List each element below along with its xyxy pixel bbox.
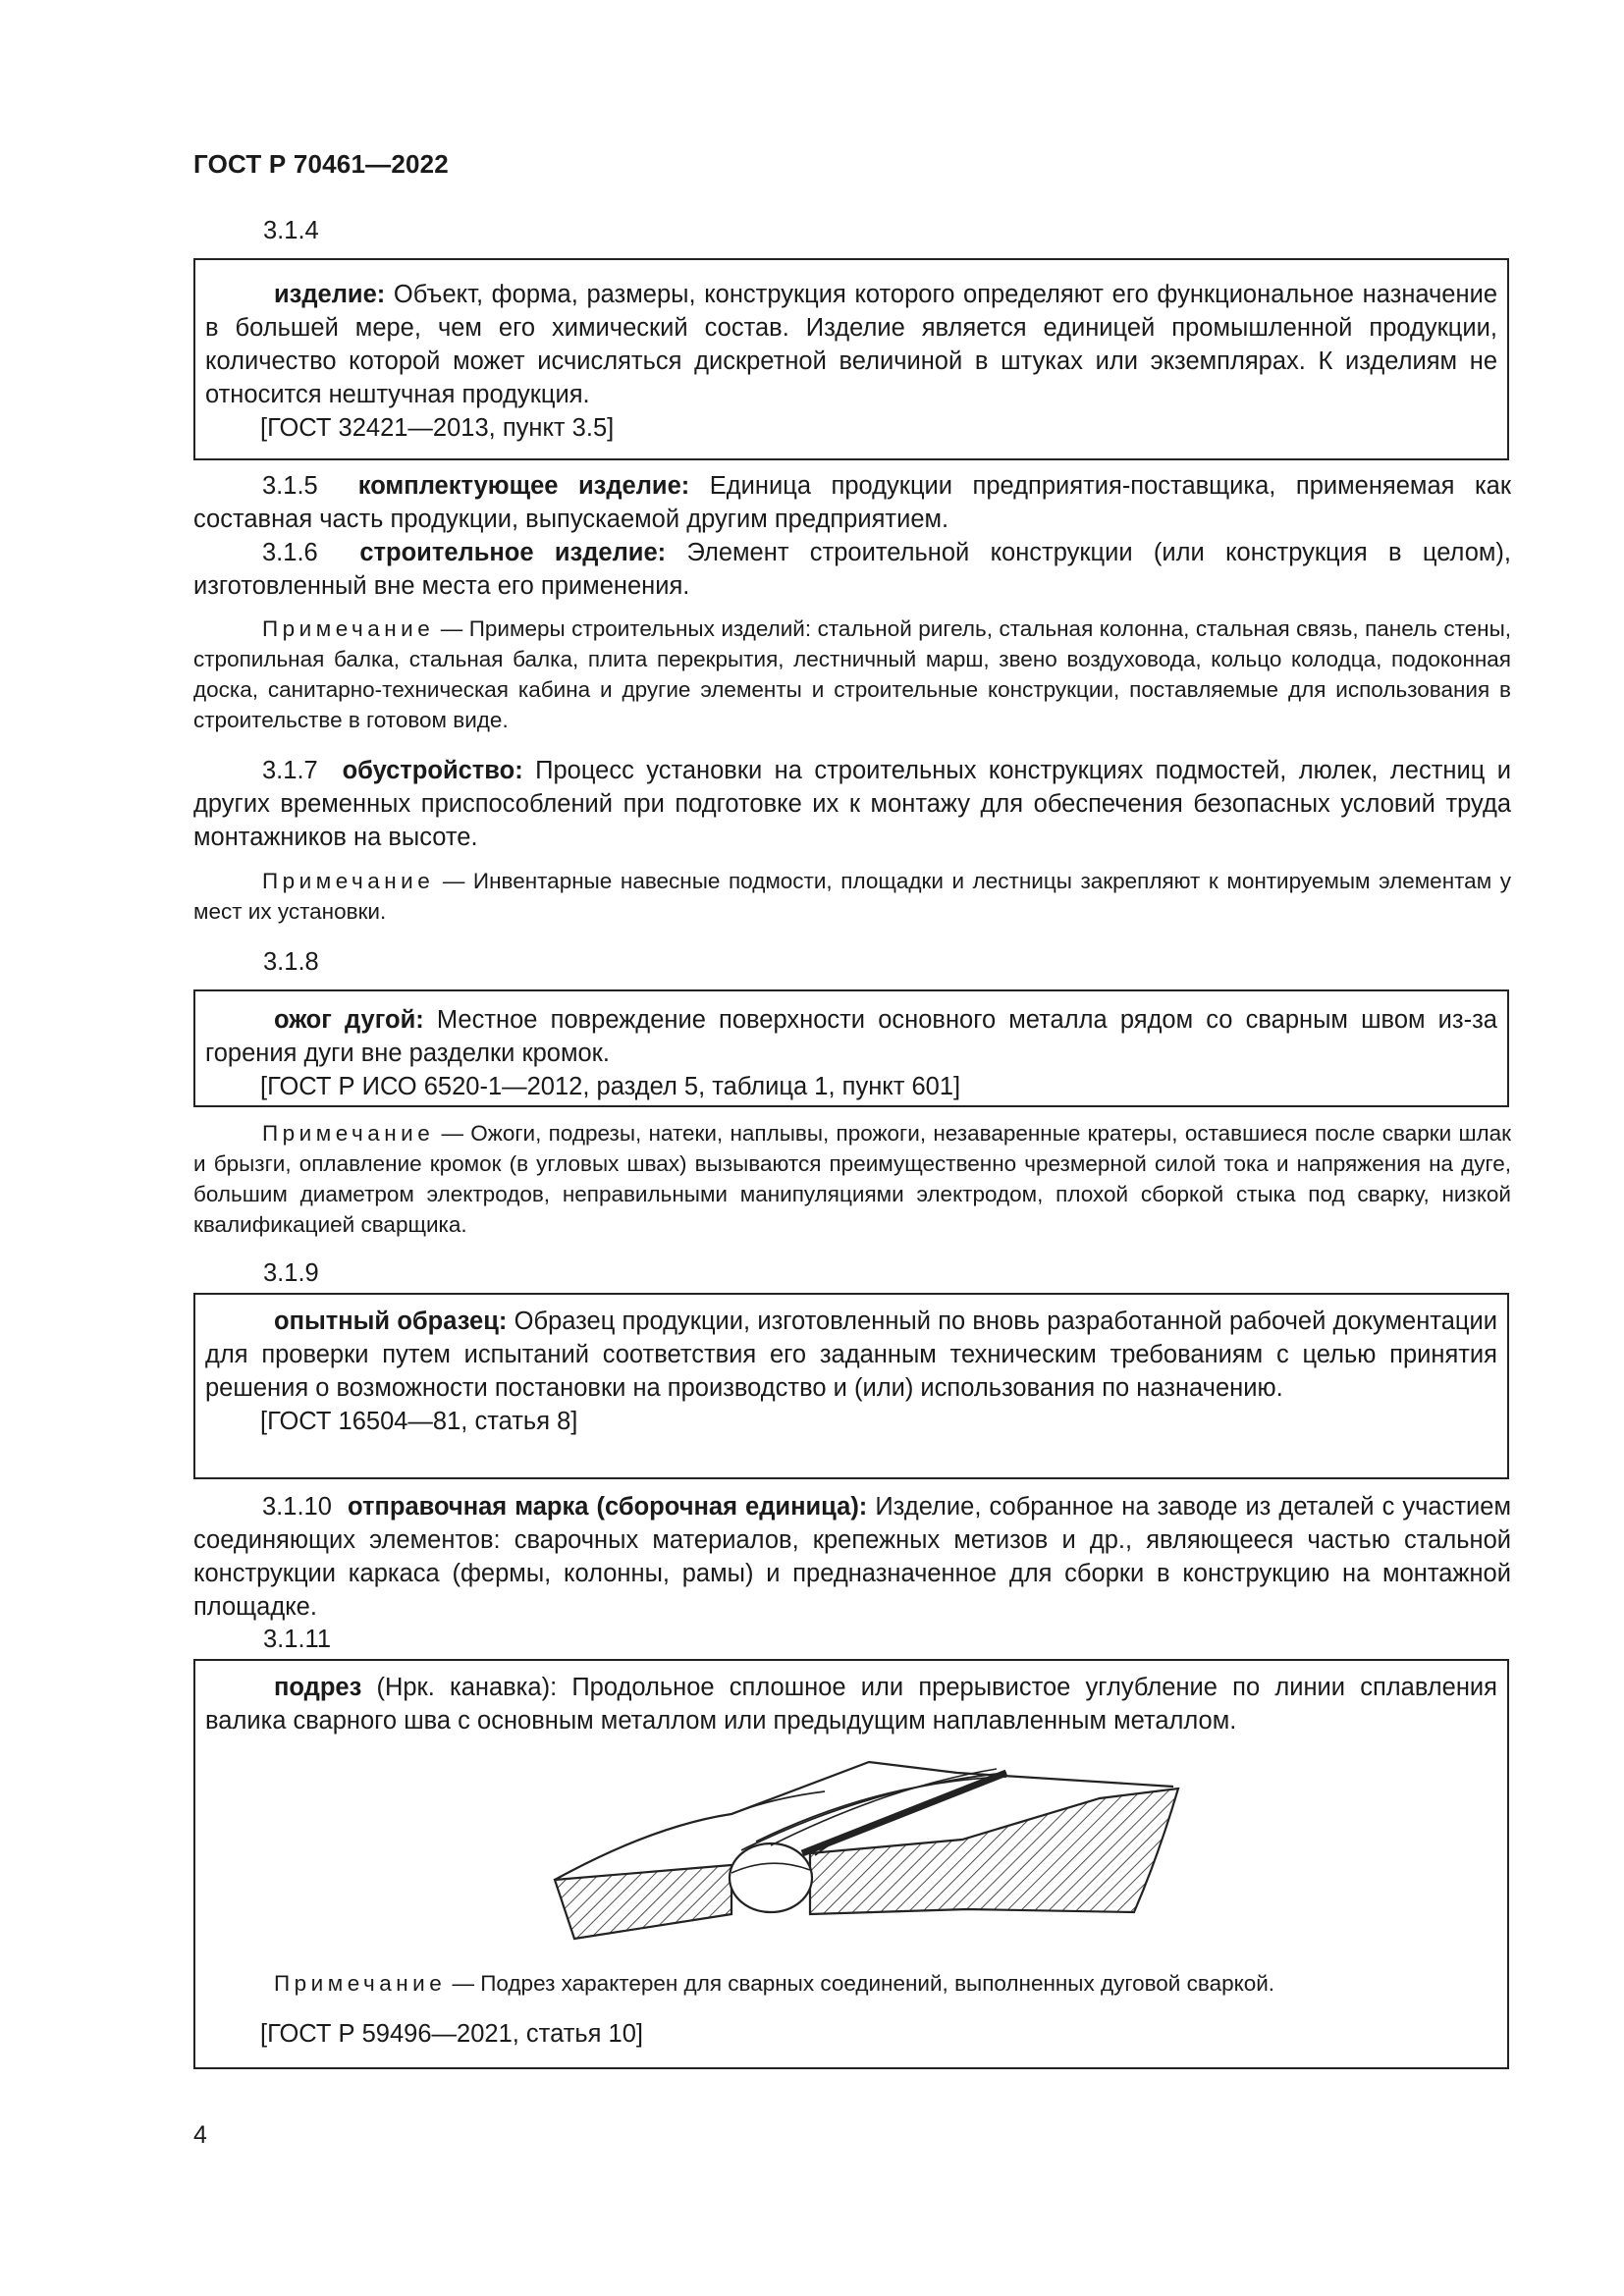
term-name: строительное изделие:	[359, 539, 667, 566]
term-definition: опытный образец: Образец продукции, изготовленный по вновь разработанной рабочей документации для проверки путем испытаний соответствия его заданным техническим требованиям с целью принятия решения о возможности постановки на производство и (или) использования по назначению.	[205, 1308, 1497, 1402]
term-name: подрез	[274, 1674, 362, 1701]
term-name: ожог дугой:	[274, 1006, 424, 1034]
note-3-1-8: Примечание — Ожоги, подрезы, натеки, наплывы, прожоги, незаваренные кратеры, оставшиеся после сварки шлак и брызги, оплавление кромок (в угловых швах) вызываются преимущественно чрезмерной силой тока и напряжения на дуге, большим диаметром электродов, неправильными манипуляциями электродом, плохой сборкой стыка под сварку, низкой квалификацией сварщика.	[193, 1121, 1511, 1237]
term-definition: ожог дугой: Местное повреждение поверхности основного металла рядом со сварным швом из-за горения дуги вне разделки кромок.	[205, 1006, 1497, 1067]
clause-number: 3.1.8	[263, 948, 319, 976]
term-source: [ГОСТ 16504—81, статья 8]	[260, 1408, 578, 1435]
term-source: [ГОСТ Р ИСО 6520-1—2012, раздел 5, таблица 1, пункт 601]	[260, 1073, 961, 1100]
note-label: Примечание	[262, 616, 435, 641]
term-3-1-10: 3.1.10 отправочная марка (сборочная единица): Изделие, собранное на заводе из деталей с участием соединяющих элементов: сварочных материалов, крепежных метизов и др., являющееся частью стальной конструкции каркаса (фермы, колонны, рамы) и предназначенное для сборки в конструкцию на монтажной площадке.	[193, 1493, 1511, 1621]
page-header: ГОСТ Р 70461—2022	[193, 149, 449, 179]
term-definition: изделие: Объект, форма, размеры, конструкция которого определяют его функциональное назначение в большей мере, чем его химический состав. Изделие является единицей промышленной продукции, количество которой может исчисляться дискретной величиной в штуках или экземплярах. К изделиям не относится нештучная продукция.	[205, 281, 1497, 408]
note-3-1-11: Примечание — Подрез характерен для сварных соединений, выполненных дуговой сваркой.	[274, 1971, 1275, 1996]
page-number: 4	[193, 2121, 207, 2149]
note-label: Примечание	[274, 1971, 447, 1996]
term-box-3-1-9	[193, 1293, 1509, 1479]
term-source: [ГОСТ 32421—2013, пункт 3.5]	[260, 414, 615, 442]
term-box-3-1-4	[193, 258, 1509, 460]
note-3-1-7: Примечание — Инвентарные навесные подмости, площадки и лестницы закрепляют к монтируемым элементам у мест их установки.	[193, 869, 1511, 924]
clause-number: 3.1.9	[263, 1259, 319, 1287]
note-3-1-6: Примечание — Примеры строительных изделий: стальной ригель, стальная колонна, стальная связь, панель стены, стропильная балка, стальная балка, плита перекрытия, лестничный марш, звено воздуховода, кольцо колодца, подоконная доска, санитарно-техническая кабина и другие элементы и строительные конструкции, поставляемые для использования в строительстве в готовом виде.	[193, 616, 1511, 732]
term-name: обустройство:	[342, 757, 523, 784]
term-source: [ГОСТ Р 59496—2021, статья 10]	[260, 2020, 643, 2048]
term-name: комплектующее изделие:	[357, 472, 690, 500]
base-plate-left	[555, 1865, 731, 1939]
term-name: опытный образец:	[274, 1308, 508, 1335]
term-3-1-5: 3.1.5 комплектующее изделие: Единица продукции предприятия-поставщика, применяемая как составная часть продукции, выпускаемой другим предприятием.	[193, 472, 1512, 533]
note-label: Примечание	[262, 869, 435, 893]
term-box-3-1-8	[193, 989, 1509, 1107]
clause-number: 3.1.11	[263, 1626, 332, 1653]
term-3-1-7: 3.1.7 обустройство: Процесс установки на строительных конструкциях подмостей, люлек, лестниц и других временных приспособлений при подготовке их к монтажу для обеспечения безопасных условий труда монтажников на высоте.	[193, 757, 1512, 851]
term-name: отправочная марка (сборочная единица):	[348, 1493, 868, 1521]
term-3-1-6: 3.1.6 строительное изделие: Элемент строительной конструкции (или конструкция в целом), изготовленный вне места его применения.	[193, 539, 1511, 600]
note-label: Примечание	[262, 1121, 435, 1146]
term-definition: подрез (Нрк. канавка): Продольное сплошное или прерывистое углубление по линии сплавления валика сварного шва с основным металлом или предыдущим наплавленным металлом.	[205, 1674, 1497, 1735]
weld-undercut-figure	[545, 1747, 1188, 1968]
base-plate-right	[810, 1789, 1178, 1914]
clause-number: 3.1.4	[263, 217, 319, 244]
term-name: изделие:	[274, 281, 386, 308]
